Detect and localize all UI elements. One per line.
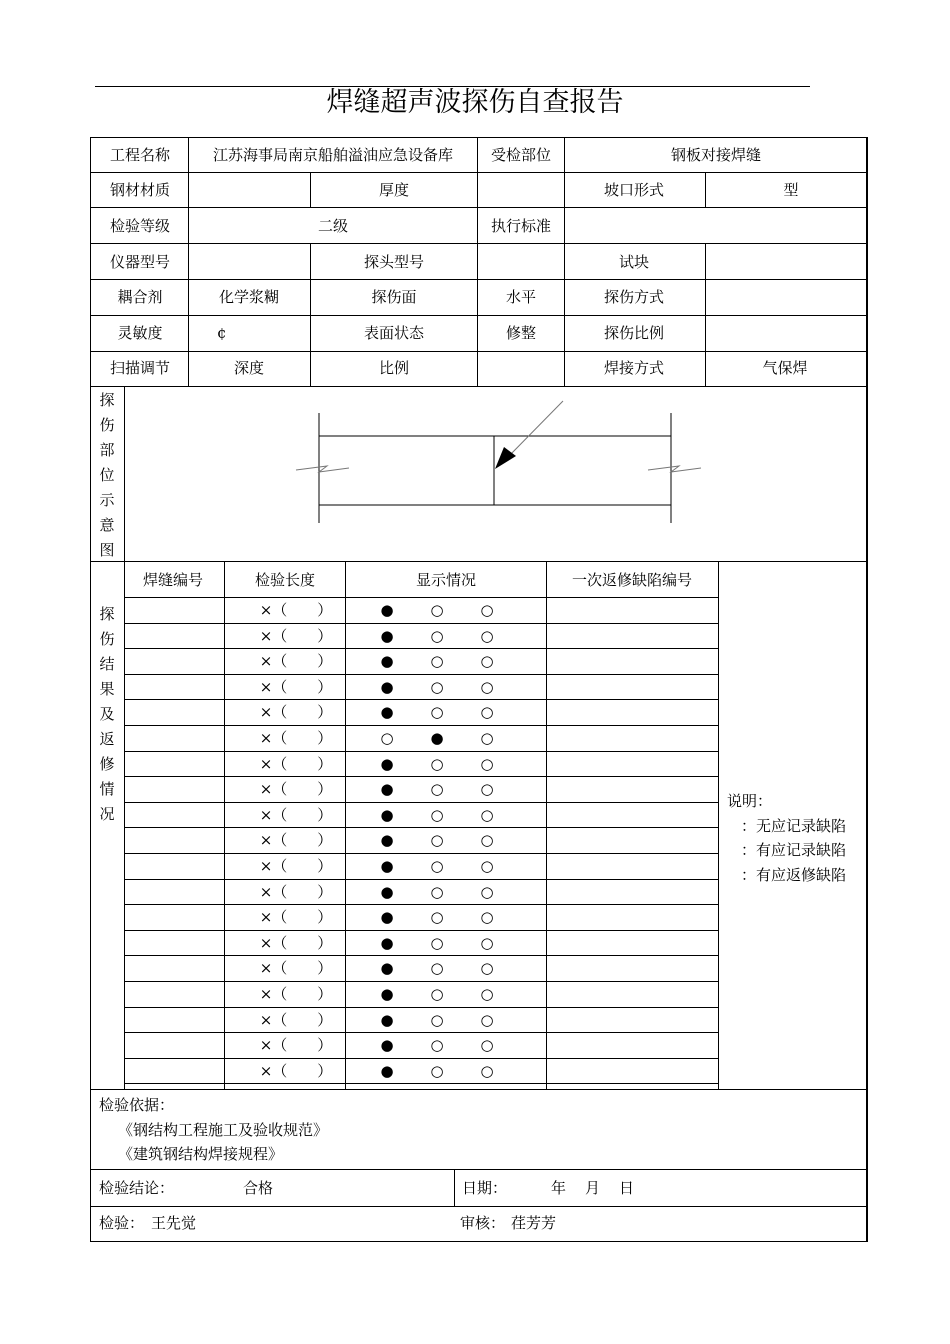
conclusion-label: 检验结论： xyxy=(99,1179,175,1197)
inspection-length-cell: ×（ ） xyxy=(259,857,333,875)
inspection-length-cell: ×（ ） xyxy=(259,729,333,747)
table-border-top xyxy=(90,137,866,138)
inspection-length-cell: ×（ ） xyxy=(259,1010,333,1029)
basis-item-steel-code: 《钢结构工程施工及验收规范》 xyxy=(118,1121,329,1139)
results-row-divider xyxy=(124,776,718,777)
legend-title: 说明： xyxy=(727,792,773,810)
legend-recordable-defect: ：有应记录缺陷 xyxy=(741,841,847,859)
column-divider xyxy=(188,243,189,279)
label-inspection-grade: 检验等级 xyxy=(109,217,171,235)
empty-circle-mark: ○ xyxy=(480,985,494,1003)
inspection-length-cell: ×（ ） xyxy=(259,985,333,1003)
value-inspected-part: 钢板对接焊缝 xyxy=(670,146,762,164)
column-divider xyxy=(188,137,189,172)
diagram-label-char: 伤 xyxy=(99,416,115,434)
column-divider xyxy=(188,351,189,386)
empty-circle-mark: ○ xyxy=(430,908,444,927)
results-row-divider xyxy=(124,674,718,675)
value-sensitivity: ¢ xyxy=(217,324,227,342)
column-divider xyxy=(310,315,311,351)
inspection-length-cell: ×（ ） xyxy=(259,831,333,850)
date-label: 日期： xyxy=(462,1179,508,1197)
label-steel-material: 钢材材质 xyxy=(109,181,171,199)
column-divider xyxy=(310,351,311,386)
filled-circle-mark: ● xyxy=(380,1061,394,1080)
column-divider xyxy=(564,315,565,351)
empty-circle-mark: ○ xyxy=(430,831,444,850)
results-label-char: 结 xyxy=(99,655,115,673)
inspection-length-cell: ×（ ） xyxy=(259,882,333,901)
column-divider xyxy=(705,243,706,279)
empty-circle-mark: ○ xyxy=(480,729,494,747)
empty-circle-mark: ○ xyxy=(430,754,444,773)
empty-circle-mark: ○ xyxy=(480,703,494,722)
probe-arrow-head xyxy=(495,447,516,469)
reviewer-name: 荏芳芳 xyxy=(511,1214,557,1232)
filled-circle-mark: ● xyxy=(430,729,444,747)
empty-circle-mark: ○ xyxy=(480,652,494,671)
empty-circle-mark: ○ xyxy=(480,601,494,619)
column-divider xyxy=(188,207,189,243)
results-column-divider xyxy=(345,561,346,1089)
empty-circle-mark: ○ xyxy=(430,933,444,952)
empty-circle-mark: ○ xyxy=(480,677,494,696)
inspection-length-cell: ×（ ） xyxy=(259,959,333,978)
label-probe-model: 探头型号 xyxy=(363,253,425,271)
legend-no-recordable-defect: ：无应记录缺陷 xyxy=(741,817,847,835)
filled-circle-mark: ● xyxy=(380,959,394,978)
empty-circle-mark: ○ xyxy=(430,985,444,1003)
column-divider xyxy=(310,243,311,279)
results-row-divider xyxy=(124,802,718,803)
row-divider xyxy=(90,561,866,562)
value-surface-condition: 修整 xyxy=(505,324,537,342)
results-row-divider xyxy=(124,853,718,854)
results-column-divider xyxy=(546,561,547,1089)
column-divider xyxy=(564,351,565,386)
diagram-label-char: 位 xyxy=(99,466,115,484)
probe-arrow-shaft xyxy=(507,401,563,458)
label-project-name: 工程名称 xyxy=(109,146,171,164)
filled-circle-mark: ● xyxy=(380,831,394,850)
label-groove-type: 坡口形式 xyxy=(603,181,665,199)
results-row-divider xyxy=(124,1058,718,1059)
row-divider xyxy=(90,279,866,280)
results-row-divider xyxy=(124,648,718,649)
empty-circle-mark: ○ xyxy=(430,1036,444,1055)
right-break-mark xyxy=(648,466,701,472)
header-repair-defect-number: 一次返修缺陷编号 xyxy=(571,571,693,589)
value-couplant: 化学浆糊 xyxy=(218,288,280,306)
results-row-divider xyxy=(124,879,718,880)
inspection-length-cell: ×（ ） xyxy=(259,677,333,696)
inspection-length-cell: ×（ ） xyxy=(259,908,333,927)
column-divider xyxy=(564,207,565,243)
diagram-label-char: 部 xyxy=(99,441,115,459)
empty-circle-mark: ○ xyxy=(480,754,494,773)
results-label-char: 探 xyxy=(99,605,115,623)
inspection-length-cell: ×（ ） xyxy=(259,1061,333,1080)
value-sweep-mode: 深度 xyxy=(233,359,265,377)
results-column-divider xyxy=(718,561,719,1089)
empty-circle-mark: ○ xyxy=(480,780,494,799)
label-inspection-ratio: 探伤比例 xyxy=(603,324,665,342)
label-couplant: 耦合剂 xyxy=(117,288,163,306)
column-divider xyxy=(310,172,311,207)
column-divider xyxy=(477,243,478,279)
empty-circle-mark: ○ xyxy=(430,805,444,824)
date-day: 日 xyxy=(619,1179,635,1197)
row-divider xyxy=(90,1089,866,1090)
column-divider xyxy=(564,279,565,315)
results-side-divider xyxy=(124,561,125,1089)
empty-circle-mark: ○ xyxy=(480,1010,494,1029)
inspection-length-cell: ×（ ） xyxy=(259,754,333,773)
results-row-divider xyxy=(124,597,718,598)
column-divider xyxy=(564,137,565,172)
label-test-block: 试块 xyxy=(618,253,650,271)
empty-circle-mark: ○ xyxy=(480,857,494,875)
inspection-length-cell: ×（ ） xyxy=(259,652,333,671)
filled-circle-mark: ● xyxy=(380,703,394,722)
column-divider xyxy=(477,137,478,172)
filled-circle-mark: ● xyxy=(380,882,394,901)
empty-circle-mark: ○ xyxy=(480,831,494,850)
results-row-divider xyxy=(124,699,718,700)
label-standard: 执行标准 xyxy=(490,217,552,235)
column-divider xyxy=(188,315,189,351)
inspection-length-cell: ×（ ） xyxy=(259,626,333,645)
header-inspection-length: 检验长度 xyxy=(254,571,316,589)
label-sensitivity: 灵敏度 xyxy=(117,324,163,342)
filled-circle-mark: ● xyxy=(380,933,394,952)
table-border-bottom xyxy=(90,1241,868,1242)
column-divider xyxy=(705,315,706,351)
row-divider xyxy=(90,243,866,244)
results-row-divider xyxy=(124,751,718,752)
date-month: 月 xyxy=(585,1179,601,1197)
table-border-right xyxy=(866,137,868,1242)
row-divider xyxy=(90,172,866,173)
empty-circle-mark: ○ xyxy=(480,933,494,952)
diagram-label-char: 探 xyxy=(99,391,115,409)
empty-circle-mark: ○ xyxy=(480,959,494,978)
filled-circle-mark: ● xyxy=(380,1036,394,1055)
left-break-mark xyxy=(296,466,349,472)
header-seam-number: 焊缝编号 xyxy=(142,571,204,589)
empty-circle-mark: ○ xyxy=(430,677,444,696)
empty-circle-mark: ○ xyxy=(430,857,444,875)
diagram-label-char: 示 xyxy=(99,491,115,509)
row-divider xyxy=(90,1206,866,1207)
conclusion-date-divider xyxy=(454,1169,455,1206)
label-thickness: 厚度 xyxy=(378,181,410,199)
column-divider xyxy=(310,279,311,315)
row-divider xyxy=(90,1169,866,1170)
label-scan-surface: 探伤面 xyxy=(371,288,417,306)
column-divider xyxy=(705,279,706,315)
column-divider xyxy=(477,315,478,351)
empty-circle-mark: ○ xyxy=(480,805,494,824)
header-display-status: 显示情况 xyxy=(415,571,477,589)
value-project-name: 江苏海事局南京船舶溢油应急设备库 xyxy=(212,146,454,164)
value-scan-surface: 水平 xyxy=(505,288,537,306)
filled-circle-mark: ● xyxy=(380,601,394,619)
column-divider xyxy=(477,207,478,243)
date-year: 年 xyxy=(551,1179,567,1197)
empty-circle-mark: ○ xyxy=(430,1010,444,1029)
column-divider xyxy=(564,172,565,207)
label-instrument-model: 仪器型号 xyxy=(109,253,171,271)
label-welding-method: 焊接方式 xyxy=(603,359,665,377)
empty-circle-mark: ○ xyxy=(430,626,444,645)
column-divider xyxy=(705,172,706,207)
row-divider xyxy=(90,315,866,316)
empty-circle-mark: ○ xyxy=(430,601,444,619)
inspection-length-cell: ×（ ） xyxy=(259,703,333,722)
results-row-divider xyxy=(124,623,718,624)
row-divider xyxy=(90,351,866,352)
results-section-label xyxy=(97,602,117,827)
inspection-length-cell: ×（ ） xyxy=(259,805,333,824)
inspection-length-cell: ×（ ） xyxy=(259,601,333,619)
column-divider xyxy=(188,172,189,207)
label-scale: 比例 xyxy=(378,359,410,377)
results-row-divider xyxy=(124,725,718,726)
value-welding-method: 气保焊 xyxy=(762,359,808,377)
results-row-divider xyxy=(124,904,718,905)
filled-circle-mark: ● xyxy=(380,652,394,671)
column-divider xyxy=(705,351,706,386)
results-label-char: 情 xyxy=(99,780,115,798)
results-row-divider xyxy=(124,1083,718,1084)
column-divider xyxy=(188,279,189,315)
label-surface-condition: 表面状态 xyxy=(363,324,425,342)
empty-circle-mark: ○ xyxy=(380,729,394,747)
conclusion-value: 合格 xyxy=(243,1179,274,1197)
column-divider xyxy=(564,243,565,279)
diagram-side-divider xyxy=(124,386,125,561)
filled-circle-mark: ● xyxy=(380,626,394,645)
results-label-char: 修 xyxy=(99,755,115,773)
basis-label: 检验依据： xyxy=(99,1096,175,1114)
column-divider xyxy=(477,172,478,207)
filled-circle-mark: ● xyxy=(380,908,394,927)
diagram-label-char: 图 xyxy=(99,541,115,559)
row-divider xyxy=(90,207,866,208)
reviewer-label: 审核： xyxy=(460,1214,506,1232)
diagram-section-label xyxy=(97,388,117,563)
column-divider xyxy=(477,351,478,386)
results-row-divider xyxy=(124,981,718,982)
filled-circle-mark: ● xyxy=(380,780,394,799)
empty-circle-mark: ○ xyxy=(430,959,444,978)
inspection-length-cell: ×（ ） xyxy=(259,1036,333,1055)
inspection-length-cell: ×（ ） xyxy=(259,933,333,952)
inspector-name: 王先觉 xyxy=(151,1214,197,1232)
inspector-label: 检验： xyxy=(99,1214,145,1232)
results-label-char: 及 xyxy=(99,705,115,723)
column-divider xyxy=(477,279,478,315)
basis-item-welding-code: 《建筑钢结构焊接规程》 xyxy=(118,1145,284,1163)
filled-circle-mark: ● xyxy=(380,677,394,696)
label-inspection-method: 探伤方式 xyxy=(603,288,665,306)
filled-circle-mark: ● xyxy=(380,754,394,773)
empty-circle-mark: ○ xyxy=(430,882,444,901)
results-label-char: 况 xyxy=(99,805,115,823)
empty-circle-mark: ○ xyxy=(430,1061,444,1080)
results-label-char: 果 xyxy=(99,680,115,698)
filled-circle-mark: ● xyxy=(380,857,394,875)
row-divider xyxy=(90,386,866,387)
results-column-divider xyxy=(224,561,225,1089)
empty-circle-mark: ○ xyxy=(430,780,444,799)
filled-circle-mark: ● xyxy=(380,805,394,824)
empty-circle-mark: ○ xyxy=(480,1061,494,1080)
empty-circle-mark: ○ xyxy=(480,626,494,645)
results-label-char: 伤 xyxy=(99,630,115,648)
results-label-char: 返 xyxy=(99,730,115,748)
label-sweep-adjust: 扫描调节 xyxy=(109,359,171,377)
results-row-divider xyxy=(124,1007,718,1008)
empty-circle-mark: ○ xyxy=(430,652,444,671)
results-row-divider xyxy=(124,930,718,931)
filled-circle-mark: ● xyxy=(380,985,394,1003)
diagram-label-char: 意 xyxy=(99,516,115,534)
empty-circle-mark: ○ xyxy=(430,703,444,722)
value-inspection-grade: 二级 xyxy=(317,217,349,235)
empty-circle-mark: ○ xyxy=(480,908,494,927)
results-row-divider xyxy=(124,955,718,956)
results-row-divider xyxy=(124,827,718,828)
legend-repair-defect: ：有应返修缺陷 xyxy=(741,866,847,884)
table-border-left xyxy=(90,137,91,1242)
page-title: 焊缝超声波探伤自查报告 xyxy=(326,87,624,118)
empty-circle-mark: ○ xyxy=(480,882,494,901)
inspection-length-cell: ×（ ） xyxy=(259,780,333,799)
filled-circle-mark: ● xyxy=(380,1010,394,1029)
label-inspected-part: 受检部位 xyxy=(490,146,552,164)
empty-circle-mark: ○ xyxy=(480,1036,494,1055)
value-groove-type: 型 xyxy=(783,181,799,199)
results-row-divider xyxy=(124,1032,718,1033)
